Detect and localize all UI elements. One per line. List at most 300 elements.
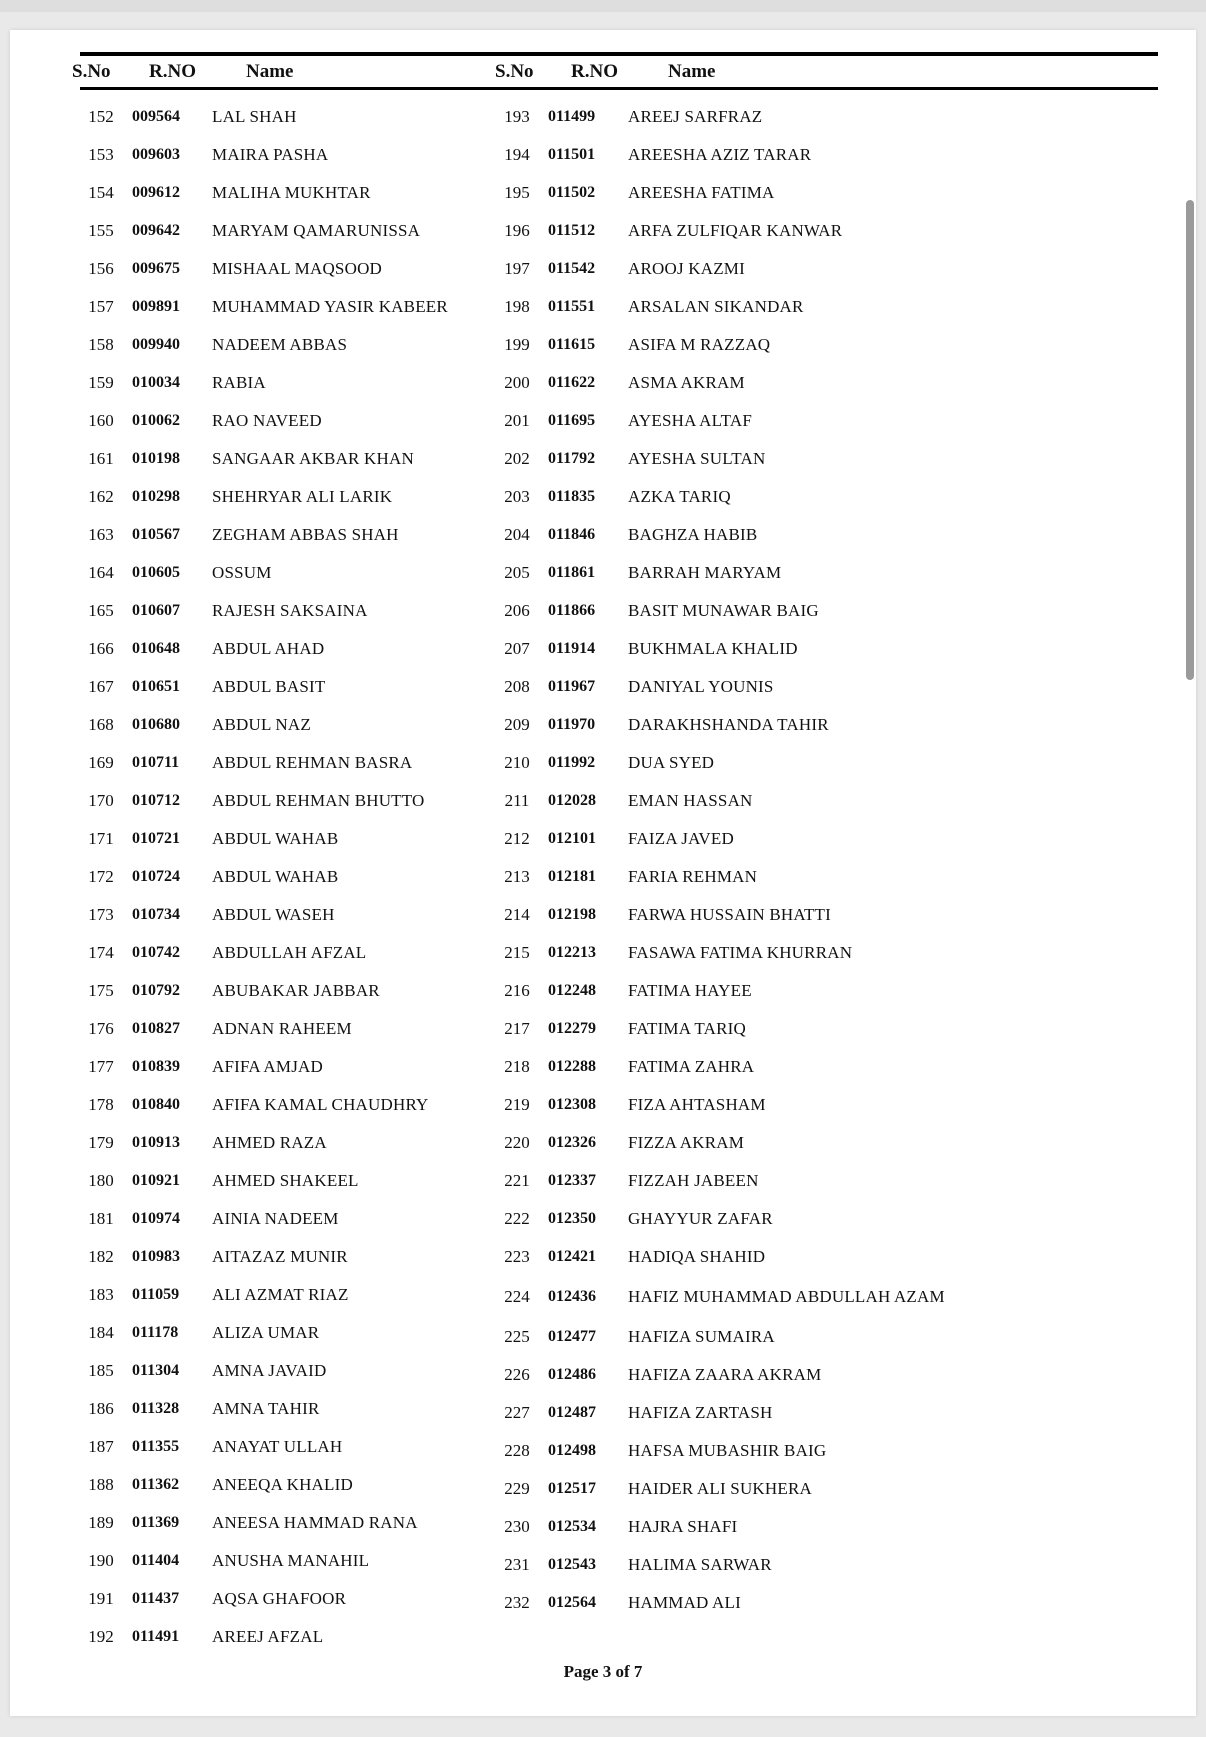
serial-number: 158 bbox=[88, 335, 114, 354]
roll-number: 010921 bbox=[132, 1172, 180, 1189]
candidate-name: ASMA AKRAM bbox=[628, 373, 745, 392]
table-row bbox=[486, 592, 958, 630]
candidate-name: AYESHA SULTAN bbox=[628, 449, 766, 468]
serial-number: 167 bbox=[88, 677, 114, 696]
serial-number: 182 bbox=[88, 1247, 114, 1266]
serial-number: 168 bbox=[88, 715, 114, 734]
candidate-name: AMNA TAHIR bbox=[212, 1399, 320, 1418]
table-row bbox=[486, 364, 958, 402]
serial-number: 184 bbox=[88, 1323, 114, 1342]
candidate-name: DARAKHSHANDA TAHIR bbox=[628, 715, 829, 734]
candidate-name: FAIZA JAVED bbox=[628, 829, 734, 848]
table-row bbox=[486, 1086, 958, 1124]
table-row bbox=[70, 1504, 512, 1542]
serial-number: 208 bbox=[504, 677, 530, 696]
serial-number: 216 bbox=[504, 981, 530, 1000]
table-row bbox=[486, 554, 958, 592]
serial-number: 176 bbox=[88, 1019, 114, 1038]
roll-number: 012436 bbox=[548, 1288, 596, 1305]
candidate-name: HAJRA SHAFI bbox=[628, 1517, 738, 1536]
serial-number: 156 bbox=[88, 259, 114, 278]
table-row bbox=[70, 1200, 512, 1238]
roll-number: 012517 bbox=[548, 1480, 596, 1497]
candidate-name: ARFA ZULFIQAR KANWAR bbox=[628, 221, 843, 240]
serial-number: 160 bbox=[88, 411, 114, 430]
roll-number: 011967 bbox=[548, 678, 596, 695]
header-bottom-rule bbox=[80, 87, 1158, 90]
serial-number: 163 bbox=[88, 525, 114, 544]
candidate-name: MISHAAL MAQSOOD bbox=[212, 259, 383, 278]
table-row bbox=[70, 706, 512, 744]
table-row bbox=[70, 858, 512, 896]
table-row bbox=[486, 1508, 958, 1546]
roll-number: 012543 bbox=[548, 1556, 596, 1573]
table-row bbox=[70, 1542, 512, 1580]
serial-number: 220 bbox=[504, 1133, 530, 1152]
roll-number: 011835 bbox=[548, 488, 596, 505]
table-row bbox=[70, 1352, 512, 1390]
table-row bbox=[486, 478, 958, 516]
serial-number: 164 bbox=[88, 563, 114, 582]
roll-number: 012534 bbox=[548, 1518, 596, 1535]
candidate-name: AINIA NADEEM bbox=[212, 1209, 339, 1228]
serial-number: 169 bbox=[88, 753, 114, 772]
candidate-name: HAFIZA ZARTASH bbox=[628, 1403, 773, 1422]
page-number: Page 3 of 7 bbox=[563, 1662, 643, 1681]
roll-number: 010651 bbox=[132, 678, 180, 695]
table-row bbox=[486, 706, 958, 744]
serial-number: 153 bbox=[88, 145, 114, 164]
roll-number: 011866 bbox=[548, 602, 596, 619]
table-row bbox=[70, 782, 512, 820]
table-row bbox=[486, 136, 958, 174]
serial-number: 225 bbox=[504, 1327, 530, 1346]
roll-number: 009642 bbox=[132, 222, 180, 239]
candidate-name: GHAYYUR ZAFAR bbox=[628, 1209, 773, 1228]
roll-number: 012101 bbox=[548, 830, 596, 847]
table-row bbox=[486, 250, 958, 288]
candidate-name: ANEESA HAMMAD RANA bbox=[212, 1513, 418, 1532]
candidate-name: FASAWA FATIMA KHURRAN bbox=[628, 943, 853, 962]
table-row bbox=[70, 98, 512, 136]
candidate-name: MALIHA MUKHTAR bbox=[212, 183, 371, 202]
candidate-name: AQSA GHAFOOR bbox=[212, 1589, 347, 1608]
candidate-name: AZKA TARIQ bbox=[628, 487, 731, 506]
serial-number: 227 bbox=[504, 1403, 530, 1422]
table-row bbox=[486, 1318, 958, 1356]
table-row bbox=[486, 744, 958, 782]
candidate-name: FARWA HUSSAIN BHATTI bbox=[628, 905, 831, 924]
candidate-name: AHMED SHAKEEL bbox=[212, 1171, 359, 1190]
serial-number: 204 bbox=[504, 525, 530, 544]
candidate-name: ABDUL REHMAN BASRA bbox=[212, 753, 413, 772]
roll-number: 011502 bbox=[548, 184, 596, 201]
roll-number: 010913 bbox=[132, 1134, 180, 1151]
candidate-name: FATIMA TARIQ bbox=[628, 1019, 747, 1038]
roll-number: 011992 bbox=[548, 754, 596, 771]
serial-number: 190 bbox=[88, 1551, 114, 1570]
roll-number: 009612 bbox=[132, 184, 180, 201]
candidate-name: HAFIZA ZAARA AKRAM bbox=[628, 1365, 822, 1384]
table-row bbox=[70, 478, 512, 516]
serial-number: 155 bbox=[88, 221, 114, 240]
serial-number: 191 bbox=[88, 1589, 114, 1608]
roll-number: 010742 bbox=[132, 944, 180, 961]
serial-number: 206 bbox=[504, 601, 530, 620]
roll-number: 011059 bbox=[132, 1286, 180, 1303]
candidate-name: FATIMA HAYEE bbox=[628, 981, 752, 1000]
roll-number: 010827 bbox=[132, 1020, 180, 1037]
roll-number: 011355 bbox=[132, 1438, 180, 1455]
candidate-name: AREESHA AZIZ TARAR bbox=[628, 145, 812, 164]
serial-number: 210 bbox=[504, 753, 530, 772]
roll-number: 012248 bbox=[548, 982, 596, 999]
candidate-name: AREEJ SARFRAZ bbox=[628, 107, 763, 126]
table-row bbox=[70, 630, 512, 668]
candidate-name: LAL SHAH bbox=[212, 107, 297, 126]
table-row bbox=[70, 1010, 512, 1048]
roll-number: 012421 bbox=[548, 1248, 596, 1265]
roll-number: 012486 bbox=[548, 1366, 596, 1383]
candidate-name: ABDUL REHMAN BHUTTO bbox=[212, 791, 425, 810]
candidate-name: ALI AZMAT RIAZ bbox=[212, 1285, 349, 1304]
serial-number: 221 bbox=[504, 1171, 530, 1190]
serial-number: 152 bbox=[88, 107, 114, 126]
table-row bbox=[486, 402, 958, 440]
serial-number: 178 bbox=[88, 1095, 114, 1114]
roll-number: 010567 bbox=[132, 526, 180, 543]
roll-number: 011369 bbox=[132, 1514, 180, 1531]
table-row bbox=[70, 1124, 512, 1162]
header-rno-right: R.NO bbox=[571, 61, 618, 82]
serial-number: 229 bbox=[504, 1479, 530, 1498]
table-row bbox=[70, 554, 512, 592]
roll-number: 011501 bbox=[548, 146, 596, 163]
roll-number: 012564 bbox=[548, 1594, 596, 1611]
candidate-name: HAFIZ MUHAMMAD ABDULLAH AZAM bbox=[628, 1287, 945, 1306]
table-row bbox=[486, 1124, 958, 1162]
table-row bbox=[486, 1394, 958, 1432]
candidate-name: RAJESH SAKSAINA bbox=[212, 601, 368, 620]
serial-number: 189 bbox=[88, 1513, 114, 1532]
serial-number: 232 bbox=[504, 1593, 530, 1612]
roll-number: 009940 bbox=[132, 336, 180, 353]
roll-number: 011499 bbox=[548, 108, 596, 125]
candidate-name: ADNAN RAHEEM bbox=[212, 1019, 352, 1038]
header-name-left: Name bbox=[246, 61, 294, 82]
candidate-name: DANIYAL YOUNIS bbox=[628, 677, 774, 696]
table-row bbox=[486, 1010, 958, 1048]
candidate-name: SANGAAR AKBAR KHAN bbox=[212, 449, 414, 468]
candidate-name: FARIA REHMAN bbox=[628, 867, 758, 886]
table-row bbox=[70, 364, 512, 402]
roll-number: 010607 bbox=[132, 602, 180, 619]
candidate-name: MARYAM QAMARUNISSA bbox=[212, 221, 421, 240]
serial-number: 170 bbox=[88, 791, 114, 810]
roll-number: 011512 bbox=[548, 222, 596, 239]
roll-number: 012498 bbox=[548, 1442, 596, 1459]
top-strip bbox=[0, 0, 1206, 12]
roll-number: 011551 bbox=[548, 298, 596, 315]
candidate-name: BASIT MUNAWAR BAIG bbox=[628, 601, 819, 620]
serial-number: 187 bbox=[88, 1437, 114, 1456]
serial-number: 174 bbox=[88, 943, 114, 962]
candidate-name: ZEGHAM ABBAS SHAH bbox=[212, 525, 399, 544]
serial-number: 162 bbox=[88, 487, 114, 506]
candidate-name: ABDUL NAZ bbox=[212, 715, 311, 734]
scrollbar-thumb[interactable] bbox=[1186, 200, 1194, 680]
table-row bbox=[486, 1162, 958, 1200]
roll-number: 010734 bbox=[132, 906, 180, 923]
table-row bbox=[70, 592, 512, 630]
table-row bbox=[70, 1618, 512, 1656]
serial-number: 200 bbox=[504, 373, 530, 392]
roll-number: 012028 bbox=[548, 792, 596, 809]
serial-number: 231 bbox=[504, 1555, 530, 1574]
candidate-name: HAIDER ALI SUKHERA bbox=[628, 1479, 812, 1498]
roll-number: 012477 bbox=[548, 1328, 596, 1345]
table-row bbox=[70, 896, 512, 934]
header-sno-right: S.No bbox=[495, 61, 534, 82]
table-row bbox=[486, 858, 958, 896]
roll-number: 010839 bbox=[132, 1058, 180, 1075]
serial-number: 173 bbox=[88, 905, 114, 924]
candidate-name: ABDUL WAHAB bbox=[212, 867, 339, 886]
roll-number: 012326 bbox=[548, 1134, 596, 1151]
serial-number: 215 bbox=[504, 943, 530, 962]
serial-number: 217 bbox=[504, 1019, 530, 1038]
candidate-name: ABDUL WASEH bbox=[212, 905, 335, 924]
table-row bbox=[70, 326, 512, 364]
serial-number: 181 bbox=[88, 1209, 114, 1228]
candidate-name: HALIMA SARWAR bbox=[628, 1555, 772, 1574]
roll-number: 010034 bbox=[132, 374, 180, 391]
table-row bbox=[70, 440, 512, 478]
candidate-name: FIZA AHTASHAM bbox=[628, 1095, 766, 1114]
table-row bbox=[70, 250, 512, 288]
roll-number: 012308 bbox=[548, 1096, 596, 1113]
candidate-name: BAGHZA HABIB bbox=[628, 525, 758, 544]
table-row bbox=[486, 782, 958, 820]
document-page bbox=[10, 30, 1196, 1716]
candidate-name: FIZZA AKRAM bbox=[628, 1133, 745, 1152]
table-row bbox=[486, 668, 958, 706]
table-row bbox=[486, 326, 958, 364]
table-row bbox=[486, 1470, 958, 1508]
roll-number: 010974 bbox=[132, 1210, 180, 1227]
serial-number: 209 bbox=[504, 715, 530, 734]
table-row bbox=[486, 440, 958, 478]
table-row bbox=[486, 1584, 958, 1622]
serial-number: 201 bbox=[504, 411, 530, 430]
serial-number: 230 bbox=[504, 1517, 530, 1536]
roll-number: 010724 bbox=[132, 868, 180, 885]
roll-number: 009564 bbox=[132, 108, 180, 125]
candidate-name: ABDUL WAHAB bbox=[212, 829, 339, 848]
table-row bbox=[70, 1238, 512, 1276]
candidate-name: AREESHA FATIMA bbox=[628, 183, 775, 202]
roll-number: 010062 bbox=[132, 412, 180, 429]
roll-number: 012198 bbox=[548, 906, 596, 923]
candidate-name: HAFSA MUBASHIR BAIG bbox=[628, 1441, 827, 1460]
candidate-name: SHEHRYAR ALI LARIK bbox=[212, 487, 393, 506]
serial-number: 183 bbox=[88, 1285, 114, 1304]
candidate-name: FIZZAH JABEEN bbox=[628, 1171, 759, 1190]
roll-number: 009603 bbox=[132, 146, 180, 163]
serial-number: 186 bbox=[88, 1399, 114, 1418]
roll-number: 010712 bbox=[132, 792, 180, 809]
serial-number: 202 bbox=[504, 449, 530, 468]
candidate-name: HAMMAD ALI bbox=[628, 1593, 741, 1612]
table-row bbox=[70, 1466, 512, 1504]
table-row bbox=[70, 1314, 512, 1352]
table-row bbox=[486, 820, 958, 858]
table-row bbox=[70, 1580, 512, 1618]
candidate-name: DUA SYED bbox=[628, 753, 715, 772]
roll-number: 011970 bbox=[548, 716, 596, 733]
candidate-name: ANEEQA KHALID bbox=[212, 1475, 353, 1494]
serial-number: 194 bbox=[504, 145, 530, 164]
roll-number: 011615 bbox=[548, 336, 596, 353]
table-row bbox=[486, 98, 958, 136]
candidate-name: AYESHA ALTAF bbox=[628, 411, 753, 430]
candidate-name: ABDULLAH AFZAL bbox=[212, 943, 367, 962]
table-row bbox=[70, 1390, 512, 1428]
roll-number: 011178 bbox=[132, 1324, 179, 1341]
roll-number: 010198 bbox=[132, 450, 180, 467]
roll-number: 010983 bbox=[132, 1248, 180, 1265]
candidate-name: ARSALAN SIKANDAR bbox=[628, 297, 804, 316]
candidate-name: HADIQA SHAHID bbox=[628, 1247, 766, 1266]
roll-number: 010840 bbox=[132, 1096, 180, 1113]
candidate-name: BARRAH MARYAM bbox=[628, 563, 782, 582]
table-row bbox=[70, 136, 512, 174]
roll-number: 010648 bbox=[132, 640, 180, 657]
serial-number: 207 bbox=[504, 639, 530, 658]
serial-number: 212 bbox=[504, 829, 530, 848]
serial-number: 161 bbox=[88, 449, 114, 468]
serial-number: 222 bbox=[504, 1209, 530, 1228]
candidate-name: AROOJ KAZMI bbox=[628, 259, 745, 278]
table-row bbox=[70, 1162, 512, 1200]
serial-number: 197 bbox=[504, 259, 530, 278]
candidate-name: EMAN HASSAN bbox=[628, 791, 753, 810]
serial-number: 175 bbox=[88, 981, 114, 1000]
roll-number: 011362 bbox=[132, 1476, 180, 1493]
roll-number: 011404 bbox=[132, 1552, 180, 1569]
table-row bbox=[486, 288, 958, 326]
roll-number: 011861 bbox=[548, 564, 596, 581]
header-name-right: Name bbox=[668, 61, 716, 82]
serial-number: 172 bbox=[88, 867, 114, 886]
candidate-name: RABIA bbox=[212, 373, 266, 392]
candidate-name: ANUSHA MANAHIL bbox=[212, 1551, 370, 1570]
table-row bbox=[70, 402, 512, 440]
candidate-name: ABDUL BASIT bbox=[212, 677, 326, 696]
table-row bbox=[486, 174, 958, 212]
candidate-name: AMNA JAVAID bbox=[212, 1361, 327, 1380]
serial-number: 223 bbox=[504, 1247, 530, 1266]
serial-number: 177 bbox=[88, 1057, 114, 1076]
serial-number: 226 bbox=[504, 1365, 530, 1384]
serial-number: 154 bbox=[88, 183, 114, 202]
serial-number: 166 bbox=[88, 639, 114, 658]
serial-number: 213 bbox=[504, 867, 530, 886]
roll-number: 011914 bbox=[548, 640, 596, 657]
roll-number: 010680 bbox=[132, 716, 180, 733]
table-row bbox=[70, 288, 512, 326]
roll-number: 010605 bbox=[132, 564, 180, 581]
serial-number: 228 bbox=[504, 1441, 530, 1460]
candidate-name: AFIFA KAMAL CHAUDHRY bbox=[212, 1095, 429, 1114]
header-sno-left: S.No bbox=[72, 61, 111, 82]
roll-number: 011304 bbox=[132, 1362, 180, 1379]
candidate-name: RAO NAVEED bbox=[212, 411, 322, 430]
table-row bbox=[70, 934, 512, 972]
serial-number: 180 bbox=[88, 1171, 114, 1190]
roll-number: 011437 bbox=[132, 1590, 180, 1607]
roll-number: 010298 bbox=[132, 488, 180, 505]
roll-number: 012350 bbox=[548, 1210, 596, 1227]
table-row bbox=[70, 1276, 512, 1314]
serial-number: 196 bbox=[504, 221, 530, 240]
table-row bbox=[486, 1238, 958, 1276]
serial-number: 205 bbox=[504, 563, 530, 582]
table-row bbox=[486, 212, 958, 250]
roll-number: 012279 bbox=[548, 1020, 596, 1037]
serial-number: 159 bbox=[88, 373, 114, 392]
table-row bbox=[486, 1356, 958, 1394]
serial-number: 188 bbox=[88, 1475, 114, 1494]
candidate-name: NADEEM ABBAS bbox=[212, 335, 348, 354]
roll-number: 011622 bbox=[548, 374, 596, 391]
header-top-rule bbox=[80, 52, 1158, 56]
roll-number: 012181 bbox=[548, 868, 596, 885]
roll-number: 011328 bbox=[132, 1400, 180, 1417]
candidate-name: OSSUM bbox=[212, 563, 272, 582]
roll-number: 011542 bbox=[548, 260, 596, 277]
candidate-name: MAIRA PASHA bbox=[212, 145, 329, 164]
table-row bbox=[486, 1546, 958, 1584]
serial-number: 157 bbox=[88, 297, 114, 316]
candidate-name: ANAYAT ULLAH bbox=[212, 1437, 343, 1456]
table-row bbox=[486, 896, 958, 934]
serial-number: 192 bbox=[88, 1627, 114, 1646]
serial-number: 195 bbox=[504, 183, 530, 202]
candidate-name: MUHAMMAD YASIR KABEER bbox=[212, 297, 448, 316]
table-row bbox=[70, 972, 512, 1010]
serial-number: 193 bbox=[504, 107, 530, 126]
serial-number: 211 bbox=[504, 791, 530, 810]
table-row bbox=[70, 820, 512, 858]
roll-number: 012487 bbox=[548, 1404, 596, 1421]
serial-number: 185 bbox=[88, 1361, 114, 1380]
table-row bbox=[486, 630, 958, 668]
roll-number: 012213 bbox=[548, 944, 596, 961]
roll-number: 009675 bbox=[132, 260, 180, 277]
candidate-name: ABDUL AHAD bbox=[212, 639, 325, 658]
table-row bbox=[70, 1086, 512, 1124]
serial-number: 203 bbox=[504, 487, 530, 506]
table-row bbox=[486, 1048, 958, 1086]
table-row bbox=[486, 1276, 958, 1318]
table-row bbox=[70, 516, 512, 554]
table-row bbox=[486, 1200, 958, 1238]
table-row bbox=[70, 1048, 512, 1086]
candidate-name: HAFIZA SUMAIRA bbox=[628, 1327, 775, 1346]
roll-number: 011846 bbox=[548, 526, 596, 543]
candidate-name: AFIFA AMJAD bbox=[212, 1057, 323, 1076]
